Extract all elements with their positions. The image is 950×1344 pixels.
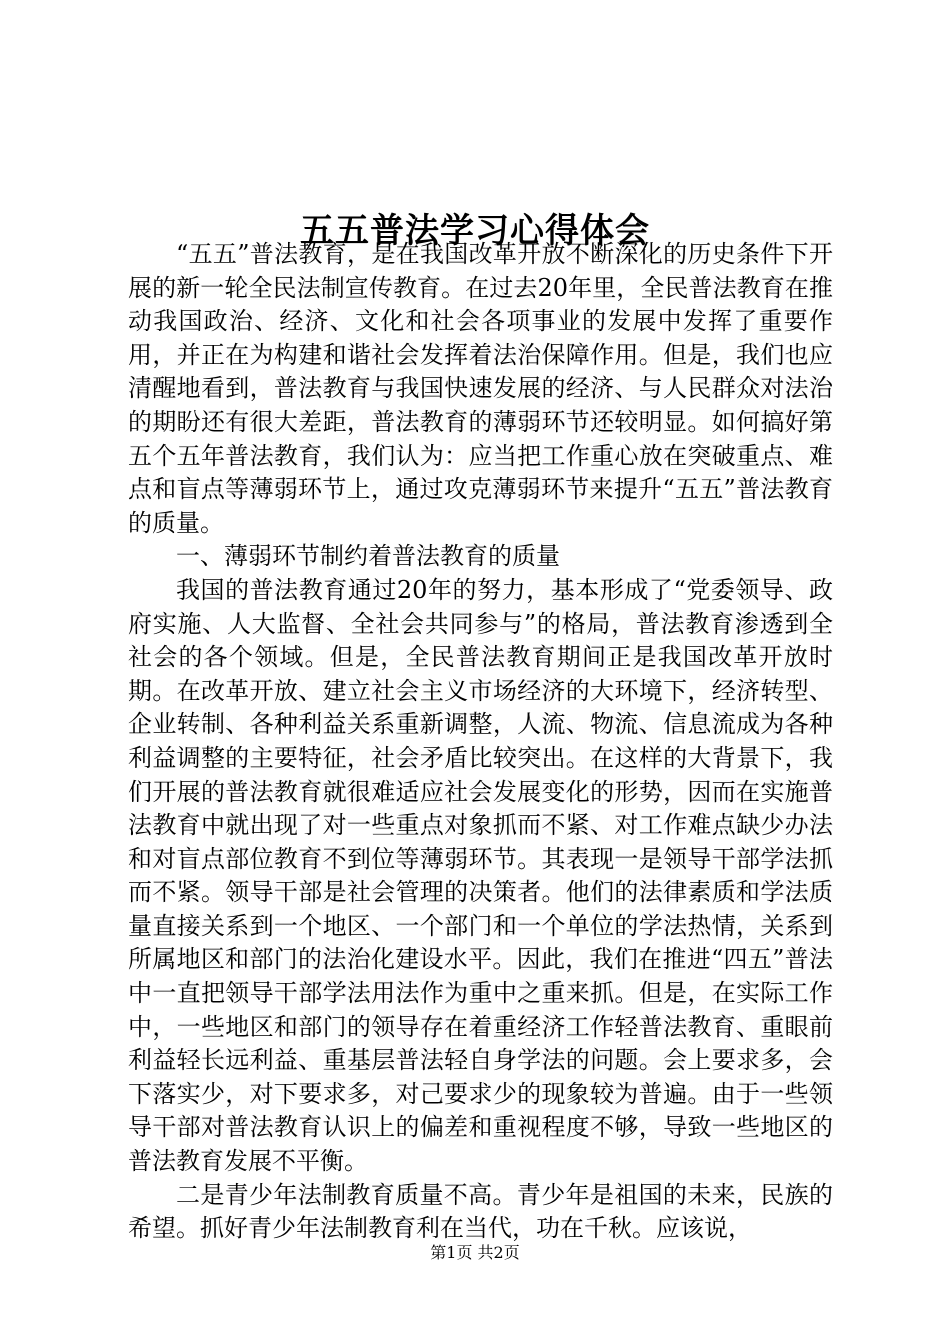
document-title: 五五普法学习心得体会 [300, 210, 650, 251]
paragraph-section-1: 我国的普法教育通过20年的努力，基本形成了“党委领导、政府实施、人大监督、全社会共同参与”的格局，普法教育渗透到全社会的各个领域。但是，全民普法教育期间正是我国改革开放时期。在改革开放、建立社会主义市场经济的大环境下，经济转型、企业转制、各种利益关系重新调整，人流、物流、信息流成为各种利益调整的主要特征，社会矛盾比较突出。在这样的大背景下，我们开展的普法教育就很难适应社会发展变化的形势，因而在实施普法教育中就出现了对一些重点对象抓而不紧、对工作难点缺少办法和对盲点部位教育不到位等薄弱环节。其表现一是领导干部学法抓而不紧。领导干部是社会管理的决策者。他们的法律素质和学法质量直接关系到一个地区、一个部门和一个单位的学法热情，关系到所属地区和部门的法治化建设水平。因此，我们在推进“四五”普法中一直把领导干部学法用法作为重中之重来抓。但是，在实际工作中，一些地区和部门的领导存在着重经济工作轻普法教育、重眼前利益轻长远利益、重基层普法轻自身学法的问题。会上要求多，会下落实少，对下要求多，对己要求少的现象较为普遍。由于一些领导干部对普法教育认识上的偏差和重视程度不够，导致一些地区的普法教育发展不平衡。 [128, 575, 833, 1176]
paragraph-point-2: 二是青少年法制教育质量不高。青少年是祖国的未来，民族的希望。抓好青少年法制教育利在当代，功在千秋。应该说， [128, 1180, 833, 1243]
document-body [128, 238, 833, 1246]
section-heading-1: 一、薄弱环节制约着普法教育的质量 [176, 542, 560, 571]
paragraph-intro: “五五”普法教育，是在我国改革开放不断深化的历史条件下开展的新一轮全民法制宣传教育。在过去20年里，全民普法教育在推动我国政治、经济、文化和社会各项事业的发展中发挥了重要作用，并正在为构建和谐社会发挥着法治保障作用。但是，我们也应清醒地看到，普法教育与我国快速发展的经济、与人民群众对法治的期盼还有很大差距，普法教育的薄弱环节还较明显。如何搞好第五个五年普法教育，我们认为：应当把工作重心放在突破重点、难点和盲点等薄弱环节上，通过攻克薄弱环节来提升“五五”普法教育的质量。 [128, 240, 833, 537]
page-number-footer: 第1页 共2页 [430, 1243, 520, 1262]
